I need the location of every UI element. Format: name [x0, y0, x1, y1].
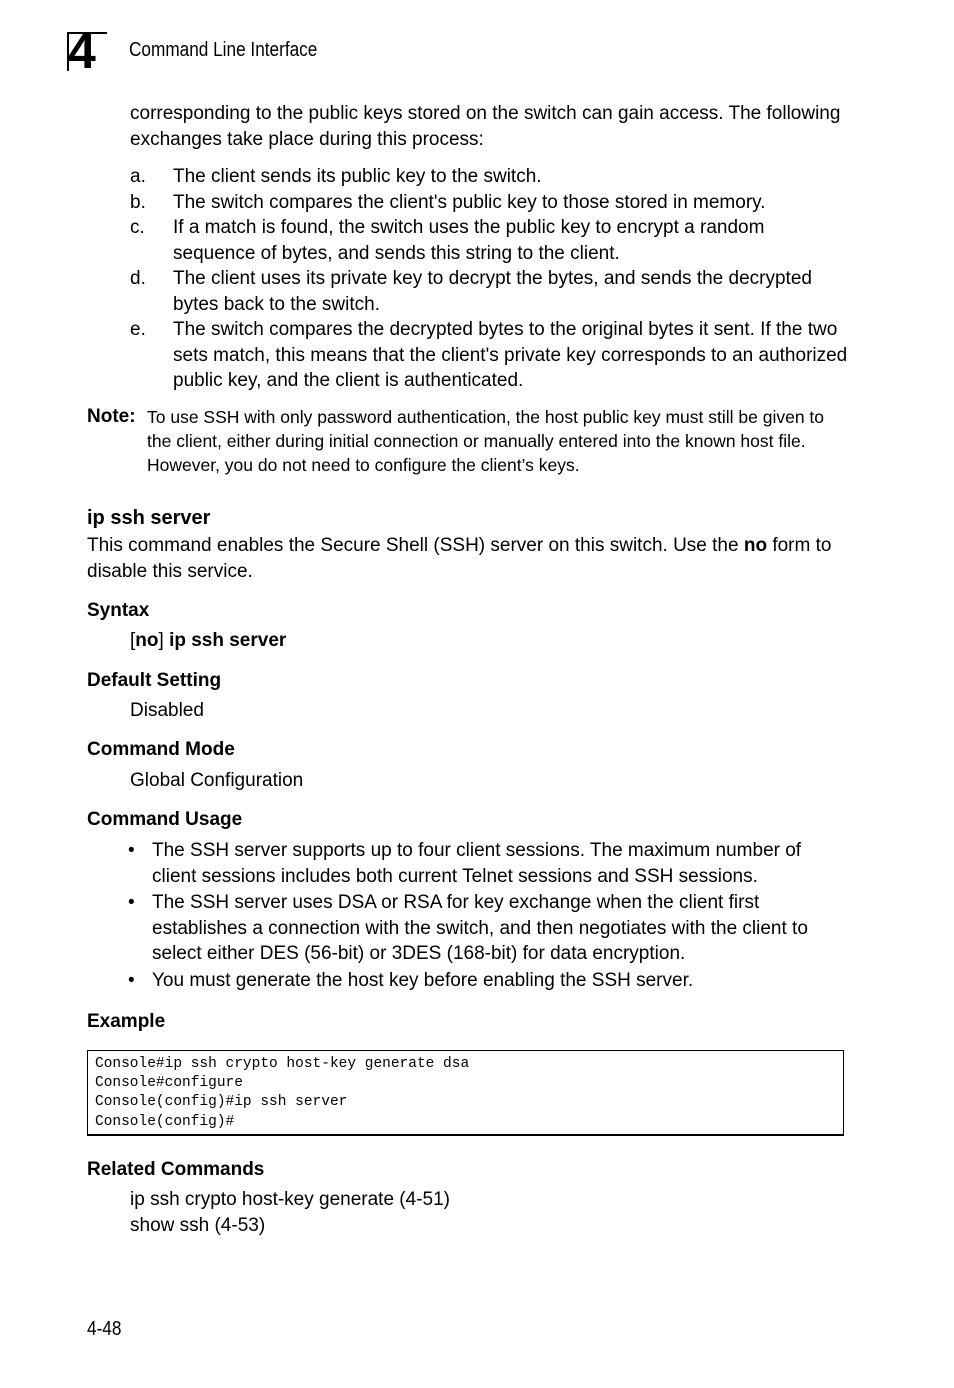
intro-paragraph: corresponding to the public keys stored on the switch can gain access. The following exchanges take place during this process:	[130, 103, 841, 150]
syntax-command: ip ssh server	[169, 630, 287, 651]
bullet-icon: •	[128, 892, 135, 913]
command-description-text: This command enables the Secure Shell (SSH) server on this switch. Use the	[87, 535, 744, 556]
note-text: To use SSH with only password authentication, the host public key must still be given to the client, either during initial connection or manually entered into the known host file. However, you do not need to configure the client’s keys.	[147, 407, 825, 475]
list-item	[130, 190, 850, 216]
related-commands-heading: Related Commands	[87, 1159, 265, 1180]
note-block	[87, 405, 837, 477]
note-label: Note:	[87, 406, 136, 427]
command-description	[87, 533, 837, 584]
bullet-text: You must generate the host key before enabling the SSH server.	[152, 969, 694, 991]
command-description-keyword: no	[743, 535, 768, 556]
syntax-bracket-close: ]	[158, 630, 170, 651]
command-usage-heading: Command Usage	[87, 809, 243, 830]
step-letter: e.	[130, 319, 146, 340]
syntax-line	[130, 628, 286, 654]
command-mode-heading: Command Mode	[87, 739, 235, 760]
bullet-icon: •	[128, 969, 135, 991]
related-command-item: show ssh (4-53)	[130, 1214, 266, 1236]
exchange-steps-list	[130, 164, 850, 394]
list-item	[130, 266, 850, 317]
step-text: If a match is found, the switch uses the public key to encrypt a random sequence of bytes, and sends this string to the client.	[173, 217, 765, 264]
syntax-keyword-no: no	[135, 630, 159, 651]
step-text: The switch compares the decrypted bytes to the original bytes it sent. If the two sets match, this means that the client's private key corresponds to an authorized public key, and the client is authenticated.	[173, 319, 848, 391]
bullet-icon: •	[128, 840, 135, 861]
step-text: The client uses its private key to decrypt the bytes, and sends the decrypted bytes back to the switch.	[173, 268, 812, 315]
code-line: Console(config)#	[95, 1113, 235, 1130]
command-mode-value: Global Configuration	[130, 770, 304, 791]
command-description-text-end: form to disable this service.	[87, 535, 832, 582]
list-item	[130, 317, 850, 394]
step-letter: c.	[130, 217, 145, 238]
command-usage-list	[128, 838, 848, 994]
default-setting-value: Disabled	[130, 700, 204, 721]
page-number: 4-48	[87, 1318, 122, 1340]
step-letter: b.	[130, 191, 146, 213]
list-item	[130, 215, 850, 266]
step-letter: a.	[130, 166, 146, 187]
running-header-title: Command Line Interface	[129, 39, 318, 61]
list-item	[128, 838, 848, 889]
related-commands-list	[130, 1187, 450, 1238]
bullet-text: The SSH server uses DSA or RSA for key exchange when the client first establishes a connection with the switch, and then negotiates with the client to select either DES (56-bit) or 3DES (168-bit) for data encryption.	[152, 892, 808, 964]
example-code-block	[87, 1050, 844, 1136]
related-command-item: ip ssh crypto host-key generate (4-51)	[130, 1189, 450, 1210]
code-line: Console(config)#ip ssh server	[95, 1094, 348, 1111]
code-line: Console#ip ssh crypto host-key generate dsa	[95, 1056, 470, 1072]
default-setting-heading: Default Setting	[87, 670, 222, 691]
syntax-heading: Syntax	[87, 600, 150, 621]
list-item	[128, 890, 848, 967]
chapter-number: 4	[68, 23, 94, 79]
bullet-text: The SSH server supports up to four client sessions. The maximum number of client sessions includes both current Telnet sessions and SSH sessions.	[152, 840, 802, 887]
list-item	[128, 968, 848, 994]
step-text: The client sends its public key to the switch.	[173, 166, 542, 187]
step-letter: d.	[130, 268, 146, 289]
code-line: Console#configure	[95, 1075, 243, 1092]
syntax-bracket-open: [	[130, 630, 136, 651]
step-text: The switch compares the client's public key to those stored in memory.	[173, 191, 766, 213]
example-heading: Example	[87, 1011, 166, 1032]
list-item	[130, 164, 850, 190]
command-title: ip ssh server	[87, 507, 211, 529]
